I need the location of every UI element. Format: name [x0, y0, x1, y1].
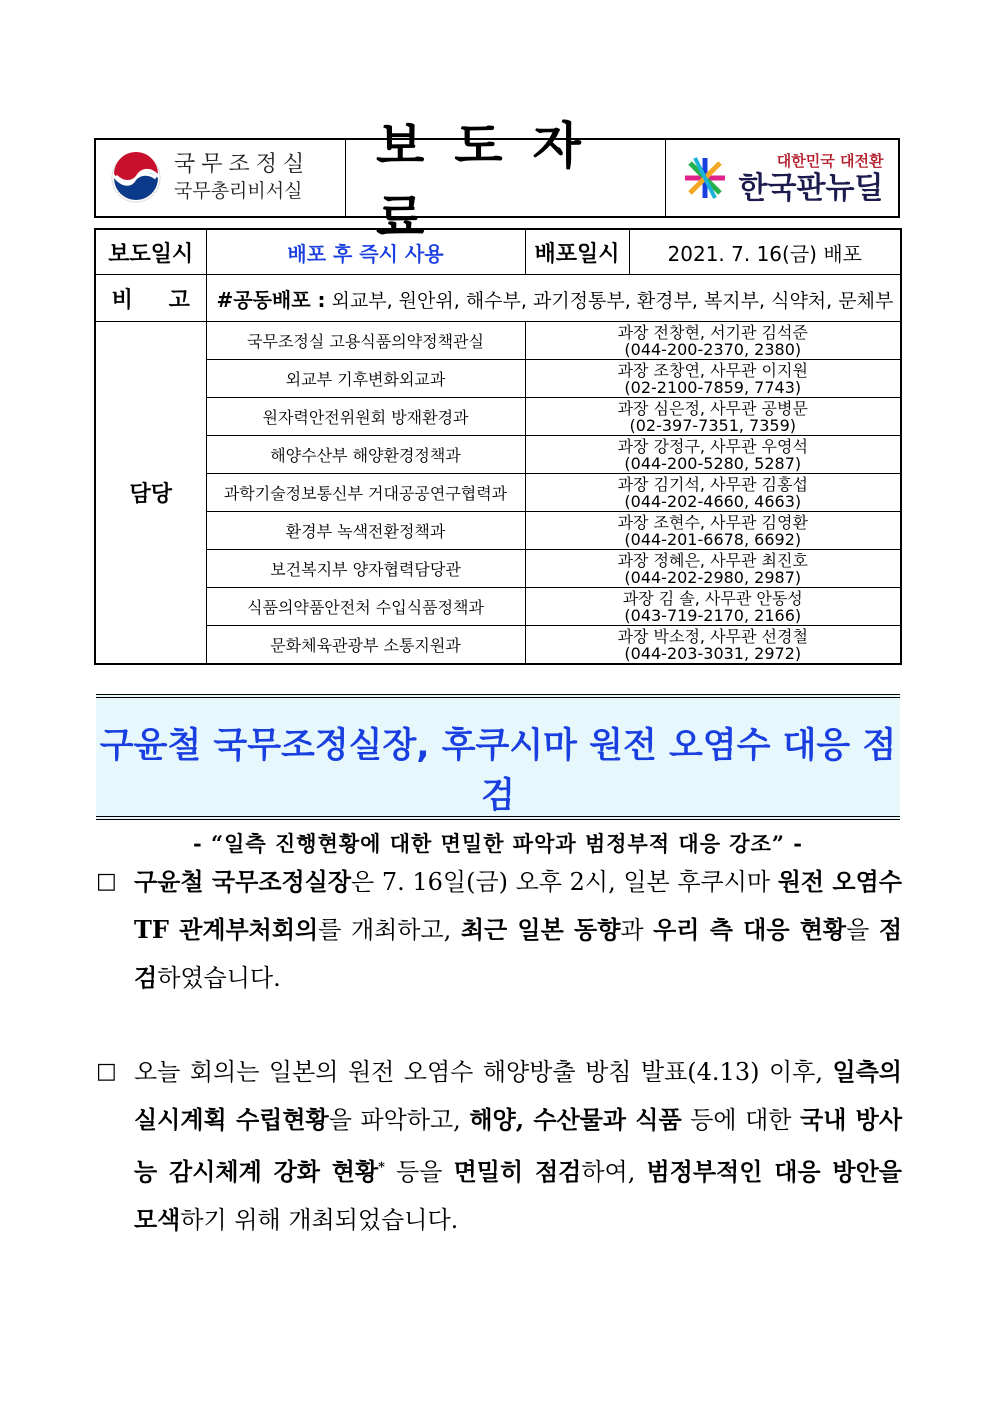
- contact-name: 과장 조창연, 사무관 이지원: [617, 360, 808, 380]
- text-run: 범정부적인 대응 방안을 모색: [134, 1157, 902, 1234]
- text-run: 해양, 수산물과 식품: [469, 1105, 682, 1134]
- contact-person: [525, 322, 901, 360]
- note-label: 비 고: [95, 275, 206, 322]
- bullet-box-icon: □: [96, 1059, 117, 1084]
- contact-dept: 외교부 기후변화외교과: [206, 360, 525, 398]
- new-deal-logo-icon: [681, 154, 729, 202]
- note-cell: [206, 275, 901, 322]
- contact-dept: 문화체육관광부 소통지원과: [206, 626, 525, 665]
- dist-label: 배포일시: [525, 229, 629, 275]
- text-run: 과: [620, 916, 654, 944]
- text-run: 등에 대한: [681, 1106, 801, 1134]
- contact-name: 과장 심은정, 사무관 공병문: [617, 398, 808, 418]
- brand-text: [739, 150, 884, 207]
- text-run: 국내 방사능 감시체계 강화 현황: [134, 1105, 903, 1186]
- contact-dept: 식품의약품안전처 수입식품정책과: [206, 588, 525, 626]
- text-run: 을 파악하고,: [328, 1106, 470, 1134]
- government-emblem-icon: [110, 152, 162, 204]
- header-box: [94, 117, 900, 247]
- contact-phone: (044-202-4660, 4663): [624, 491, 802, 511]
- contact-phone: (02-397-7351, 7359): [629, 415, 797, 435]
- text-run: 일측의 실시계획 수립현황: [134, 1057, 902, 1134]
- headline-title: 구윤철 국무조정실장, 후쿠시마 원전 오염수 대응 점검: [99, 726, 897, 816]
- contact-row: [95, 398, 901, 436]
- contact-name: 과장 김기석, 사무관 김홍섭: [617, 474, 808, 494]
- contact-person: [525, 360, 901, 398]
- headline-box: [96, 694, 900, 856]
- contact-person: [525, 398, 901, 436]
- text-run: 하여,: [581, 1158, 647, 1186]
- text-run: *: [378, 1160, 385, 1175]
- text-run: 등을: [384, 1158, 454, 1186]
- brand-cell: [666, 140, 898, 216]
- contact-row: [95, 512, 901, 550]
- brand-subtitle: 대한민국 대전환: [776, 151, 884, 170]
- contact-person: [525, 588, 901, 626]
- contact-dept: 해양수산부 해양환경정책과: [206, 436, 525, 474]
- contact-row: [95, 360, 901, 398]
- contact-person: [525, 436, 901, 474]
- contact-phone: (044-200-5280, 5287): [624, 453, 802, 473]
- contact-phone: (02-2100-7859, 7743): [624, 377, 802, 397]
- text-run: 우리 측 대응 현황: [653, 915, 847, 944]
- brand-title: 한국판뉴딜: [738, 170, 884, 206]
- headline-subtitle: - “일측 진행현황에 대한 면밀한 파악과 범정부적 대응 강조” -: [193, 831, 803, 856]
- text-run: 오늘 회의는 일본의 원전 오염수 해양방출 방침 발표(4.13) 이후,: [134, 1058, 833, 1086]
- contact-phone: (044-202-2980, 2987): [624, 567, 802, 587]
- contact-dept: 국무조정실 고용식품의약정책관실: [206, 322, 525, 360]
- text-run: 하기 위해 개최되었습니다.: [180, 1206, 459, 1234]
- contact-row: [95, 474, 901, 512]
- org-names: [174, 152, 310, 204]
- info-table: [94, 228, 902, 665]
- release-row: [95, 229, 901, 275]
- text-run: 를 개최하고,: [318, 916, 461, 944]
- contact-dept: 원자력안전위원회 방재환경과: [206, 398, 525, 436]
- note-prefix: #공동배포 :: [216, 287, 326, 312]
- contact-name: 과장 조현수, 사무관 김영환: [617, 512, 808, 532]
- contact-dept: 보건복지부 양자협력담당관: [206, 550, 525, 588]
- release-value: 배포 후 즉시 사용: [206, 229, 525, 275]
- text-run: 점검: [134, 915, 902, 992]
- paragraph-2-text: [134, 1048, 902, 1244]
- doc-title: 보도자료: [376, 117, 611, 247]
- contact-dept: 과학기술정보통신부 거대공공연구협력과: [206, 474, 525, 512]
- bullet-box-icon: □: [96, 869, 117, 894]
- contact-name: 과장 강정구, 사무관 우영석: [617, 436, 808, 456]
- text-run: 구윤철 국무조정실장: [134, 867, 352, 896]
- contact-phone: (044-200-2370, 2380): [624, 339, 802, 359]
- contact-label: 담당: [95, 322, 206, 665]
- note-row: [95, 275, 901, 322]
- dist-value: 2021. 7. 16(금) 배포: [629, 229, 901, 275]
- text-run: 을: [846, 916, 879, 944]
- contact-row: [95, 550, 901, 588]
- text-run: 면밀히 점검: [453, 1157, 582, 1186]
- text-run: 원전 오염수 TF 관계부처회의: [134, 867, 902, 944]
- contact-row: [95, 436, 901, 474]
- org-name-secondary: 국무총리비서실: [174, 180, 303, 202]
- release-label: 보도일시: [95, 229, 206, 275]
- note-value: 외교부, 원안위, 해수부, 과기정통부, 환경부, 복지부, 식약처, 문체부: [325, 289, 894, 312]
- contact-name: 과장 박소정, 사무관 선경철: [617, 626, 808, 646]
- contact-name: 과장 정혜은, 사무관 최진호: [617, 550, 808, 570]
- contact-name: 과장 전창현, 서기관 김석준: [617, 322, 808, 342]
- contact-phone: (044-201-6678, 6692): [624, 529, 802, 549]
- paragraph-2: [96, 1048, 902, 1244]
- doc-title-cell: [346, 117, 666, 247]
- contact-row: [95, 626, 901, 665]
- org-cell: [96, 140, 346, 216]
- paragraph-1-text: [134, 858, 902, 1002]
- org-name-primary: 국무조정실: [174, 152, 311, 177]
- contact-dept: 환경부 녹색전환정책과: [206, 512, 525, 550]
- contact-row: [95, 322, 901, 360]
- contact-person: [525, 474, 901, 512]
- contact-phone: (043-719-2170, 2166): [624, 605, 802, 625]
- new-deal-brand: [681, 150, 884, 207]
- contact-person: [525, 626, 901, 665]
- text-run: 최근 일본 동향: [460, 915, 621, 944]
- text-run: 은 7. 16일(금) 오후 2시, 일본 후쿠시마: [351, 868, 778, 896]
- contact-person: [525, 550, 901, 588]
- paragraph-1: [96, 858, 902, 1002]
- contact-name: 과장 김 솔, 사무관 안동성: [622, 588, 803, 608]
- contact-person: [525, 512, 901, 550]
- contact-phone: (044-203-3031, 2972): [624, 643, 802, 663]
- text-run: 하였습니다.: [157, 964, 281, 992]
- contact-row: [95, 588, 901, 626]
